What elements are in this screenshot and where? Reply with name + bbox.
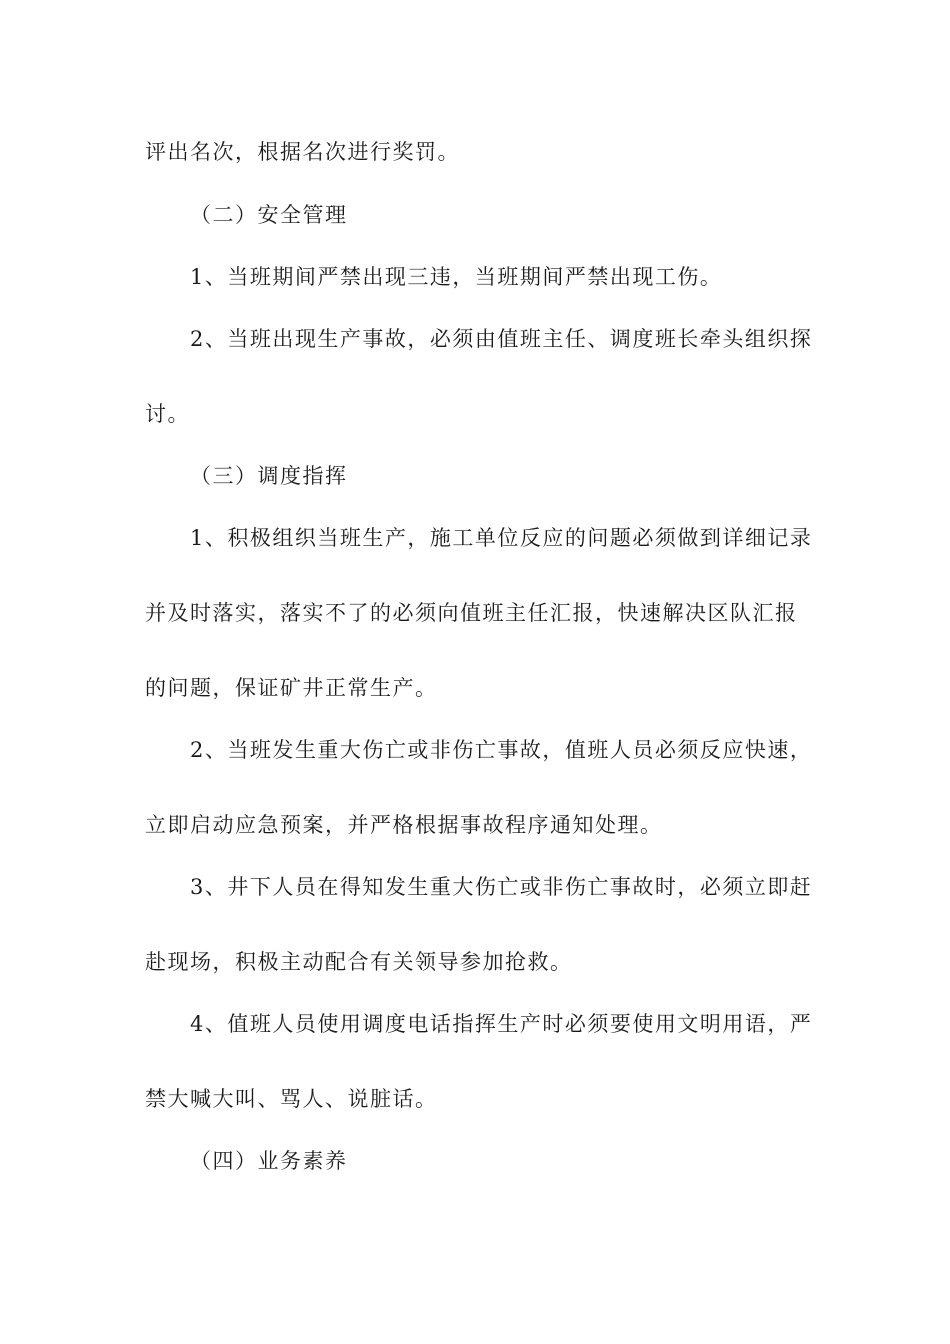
paragraph-line: 4、值班人员使用调度电话指挥生产时必须要使用文明用语，严 xyxy=(190,1012,813,1036)
paragraph-line: 2、当班发生重大伤亡或非伤亡事故，值班人员必须反应快速， xyxy=(190,738,813,762)
paragraph-line: 的问题，保证矿井正常生产。 xyxy=(145,676,438,700)
paragraph-line: 1、积极组织当班生产，施工单位反应的问题必须做到详细记录 xyxy=(190,526,813,550)
section-heading-dispatch: （三）调度指挥 xyxy=(190,464,348,488)
paragraph-line: 讨。 xyxy=(145,402,190,426)
paragraph-line: 立即启动应急预案，并严格根据事故程序通知处理。 xyxy=(145,813,663,837)
paragraph-line: 赴现场，积极主动配合有关领导参加抢救。 xyxy=(145,950,573,974)
section-heading-safety: （二）安全管理 xyxy=(190,203,348,227)
paragraph-line: 3、井下人员在得知发生重大伤亡或非伤亡事故时，必须立即赶 xyxy=(190,875,813,899)
paragraph-line: 1、当班期间严禁出现三违，当班期间严禁出现工伤。 xyxy=(190,265,723,289)
paragraph-line: 2、当班出现生产事故，必须由值班主任、调度班长牵头组织探 xyxy=(190,327,813,351)
section-heading-professional: （四）业务素养 xyxy=(190,1149,348,1173)
paragraph-line: 禁大喊大叫、骂人、说脏话。 xyxy=(145,1087,438,1111)
paragraph-line: 评出名次，根据名次进行奖罚。 xyxy=(145,140,460,164)
paragraph-line: 并及时落实，落实不了的必须向值班主任汇报，快速解决区队汇报 xyxy=(145,601,798,625)
